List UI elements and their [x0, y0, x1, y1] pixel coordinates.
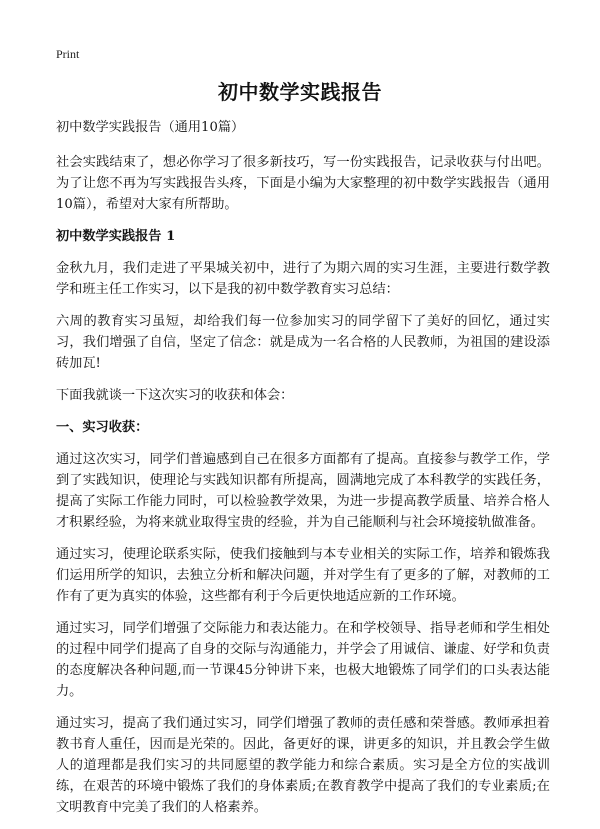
document-subtitle: 初中数学实践报告（通用10篇） [56, 120, 245, 135]
document-body [56, 117, 550, 829]
paragraph-6: 通过实习，同学们增强了交际能力和表达能力。在和学校领导、指导老师和学生相处的过程中同学们提高了自身的交际与沟通能力，并学会了用诚信、谦虚、好学和负责的态度解决各种问题,而一节课45分钟讲下来，也极大地锻炼了同学们的口头表达能力。 [56, 621, 550, 699]
heading-harvest: 一、实习收获： [56, 420, 149, 435]
print-link[interactable]: Print [56, 47, 80, 61]
paragraph-7: 通过实习，提高了我们通过实习，同学们增强了教师的责任感和荣誉感。教师承担着教书育人重任，因而是光荣的。因此，备更好的课，讲更多的知识，并且教会学生做人的道理都是我们实习的共同愿望的教学能力和综合素质。实习是全方位的实战训练，在艰苦的环境中锻炼了我们的身体素质;在教育教学中提高了我们的专业素质;在文明教育中完美了我们的人格素养。 [56, 716, 550, 815]
section-title: 初中数学实践报告 1 [56, 229, 176, 244]
intro-paragraph: 社会实践结束了，想必你学习了很多新技巧，写一份实践报告，记录收获与付出吧。为了让您不再为写实践报告头疼，下面是小编为大家整理的初中数学实践报告（通用10篇），希望对大家有所帮助。 [56, 155, 550, 212]
document-title: 初中数学实践报告 [218, 80, 382, 104]
paragraph-1: 金秋九月，我们走进了平果城关初中，进行了为期六周的实习生涯，主要进行数学教学和班主任工作实习，以下是我的初中数学教育实习总结： [56, 261, 550, 297]
paragraph-2: 六周的教育实习虽短，却给我们每一位参加实习的同学留下了美好的回忆，通过实习，我们增强了自信，坚定了信念：就是成为一名合格的人民教师，为祖国的建设添砖加瓦! [56, 314, 550, 371]
paragraph-3: 下面我就谈一下这次实习的收获和体会： [56, 388, 294, 403]
paragraph-5: 通过实习，使理论联系实际，使我们接触到与本专业相关的实际工作，培养和锻炼我们运用所学的知识，去独立分析和解决问题，并对学生有了更多的了解，对教师的工作有了更为真实的体验，这些都有利于今后更快地适应新的工作环境。 [56, 547, 550, 604]
paragraph-4: 通过这次实习，同学们普遍感到自己在很多方面都有了提高。直接参与教学工作，学到了实践知识，使理论与实践知识都有所提高，圆满地完成了本科教学的实践任务，提高了实际工作能力同时，可以检验教学效果，为进一步提高教学质量、培养合格人才积累经验，为将来就业取得宝贵的经验，并为自己能顺利与社会环境接轨做准备。 [56, 452, 550, 530]
